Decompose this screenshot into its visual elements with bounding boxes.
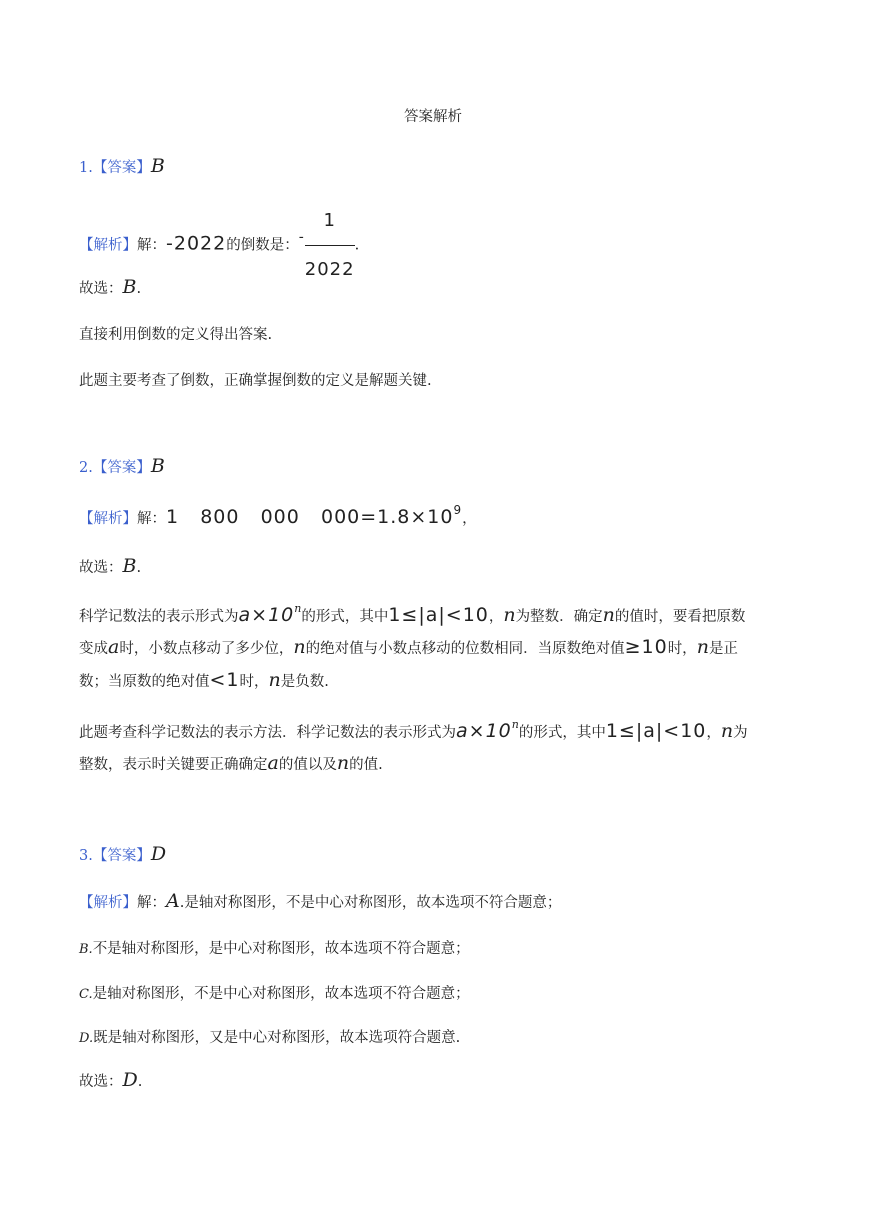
q2-para2-line2: 整数，表示时关键要正确确定a的值以及n的值.: [79, 752, 383, 774]
q2-number: 2.: [79, 460, 93, 476]
q2-choose-line: 故选：B.: [79, 555, 142, 577]
q3-answer: D: [150, 843, 167, 865]
q3-option-b: B.不是轴对称图形，是中心对称图形，故本选项不符合题意；: [79, 941, 470, 957]
q3-explanation-label: 【解析】: [79, 895, 137, 911]
q3-choose-line: 故选：D.: [79, 1069, 143, 1091]
q1-number-expr: -2022: [166, 232, 227, 255]
q1-answer-line: [79, 155, 165, 177]
q2-para1-line1: 科学记数法的表示形式为$a\times 10^n$的形式，其中1≤|a|<10，n为整数．确定n的值时，要看把原数: [79, 602, 746, 626]
page-title: 答案解析: [404, 109, 462, 125]
q2-answer: B: [150, 455, 165, 477]
q1-explanation-label: 【解析】: [79, 237, 137, 254]
q2-answer-line: [79, 455, 165, 477]
q2-explanation-label: 【解析】: [79, 511, 137, 527]
q3-explanation-line: 【解析】解：A.是轴对称图形，不是中心对称图形，故本选项不符合题意；: [79, 890, 562, 912]
q1-summary: 此题主要考查了倒数，正确掌握倒数的定义是解题关键.: [79, 373, 432, 389]
q3-answer-label: 【答案】: [92, 848, 151, 864]
q2-expression: 1 800 000 000=1.8×10: [166, 506, 454, 528]
q1-answer: B: [150, 155, 165, 177]
q1-fraction: $\frac{1}{2022}$: [305, 198, 355, 293]
q1-number: 1.: [79, 160, 93, 176]
q3-option-d: D.既是轴对称图形，又是中心对称图形，故本选项符合题意.: [79, 1030, 461, 1046]
q2-answer-label: 【答案】: [92, 460, 151, 476]
q3-option-c: C.是轴对称图形，不是中心对称图形，故本选项不符合题意；: [79, 986, 470, 1002]
q1-explanation-line: 【解析】解：-2022的倒数是：- $\frac{1}{2022}$ .: [79, 198, 359, 293]
q2-para1-line2: 变成a时，小数点移动了多少位，n的绝对值与小数点移动的位数相同．当原数绝对值≥10时，n是正: [79, 636, 738, 658]
q2-explanation-line: 【解析】解：1 800 000 $000=1.8\times 10^9$，: [79, 503, 477, 528]
q1-choose-line: 故选：B.: [79, 276, 142, 298]
q3-number: 3.: [79, 848, 93, 864]
q1-method: 直接利用倒数的定义得出答案.: [79, 327, 273, 343]
q2-para2-line1: 此题考查科学记数法的表示方法．科学记数法的表示形式为$a\times 10^n$的形式，其中1≤|a|<10，n为: [79, 718, 748, 742]
q2-para1-line3: 数；当原数的绝对值<1时，n是负数.: [79, 669, 329, 691]
q3-answer-line: [79, 843, 166, 865]
q1-answer-label: 【答案】: [92, 160, 151, 176]
